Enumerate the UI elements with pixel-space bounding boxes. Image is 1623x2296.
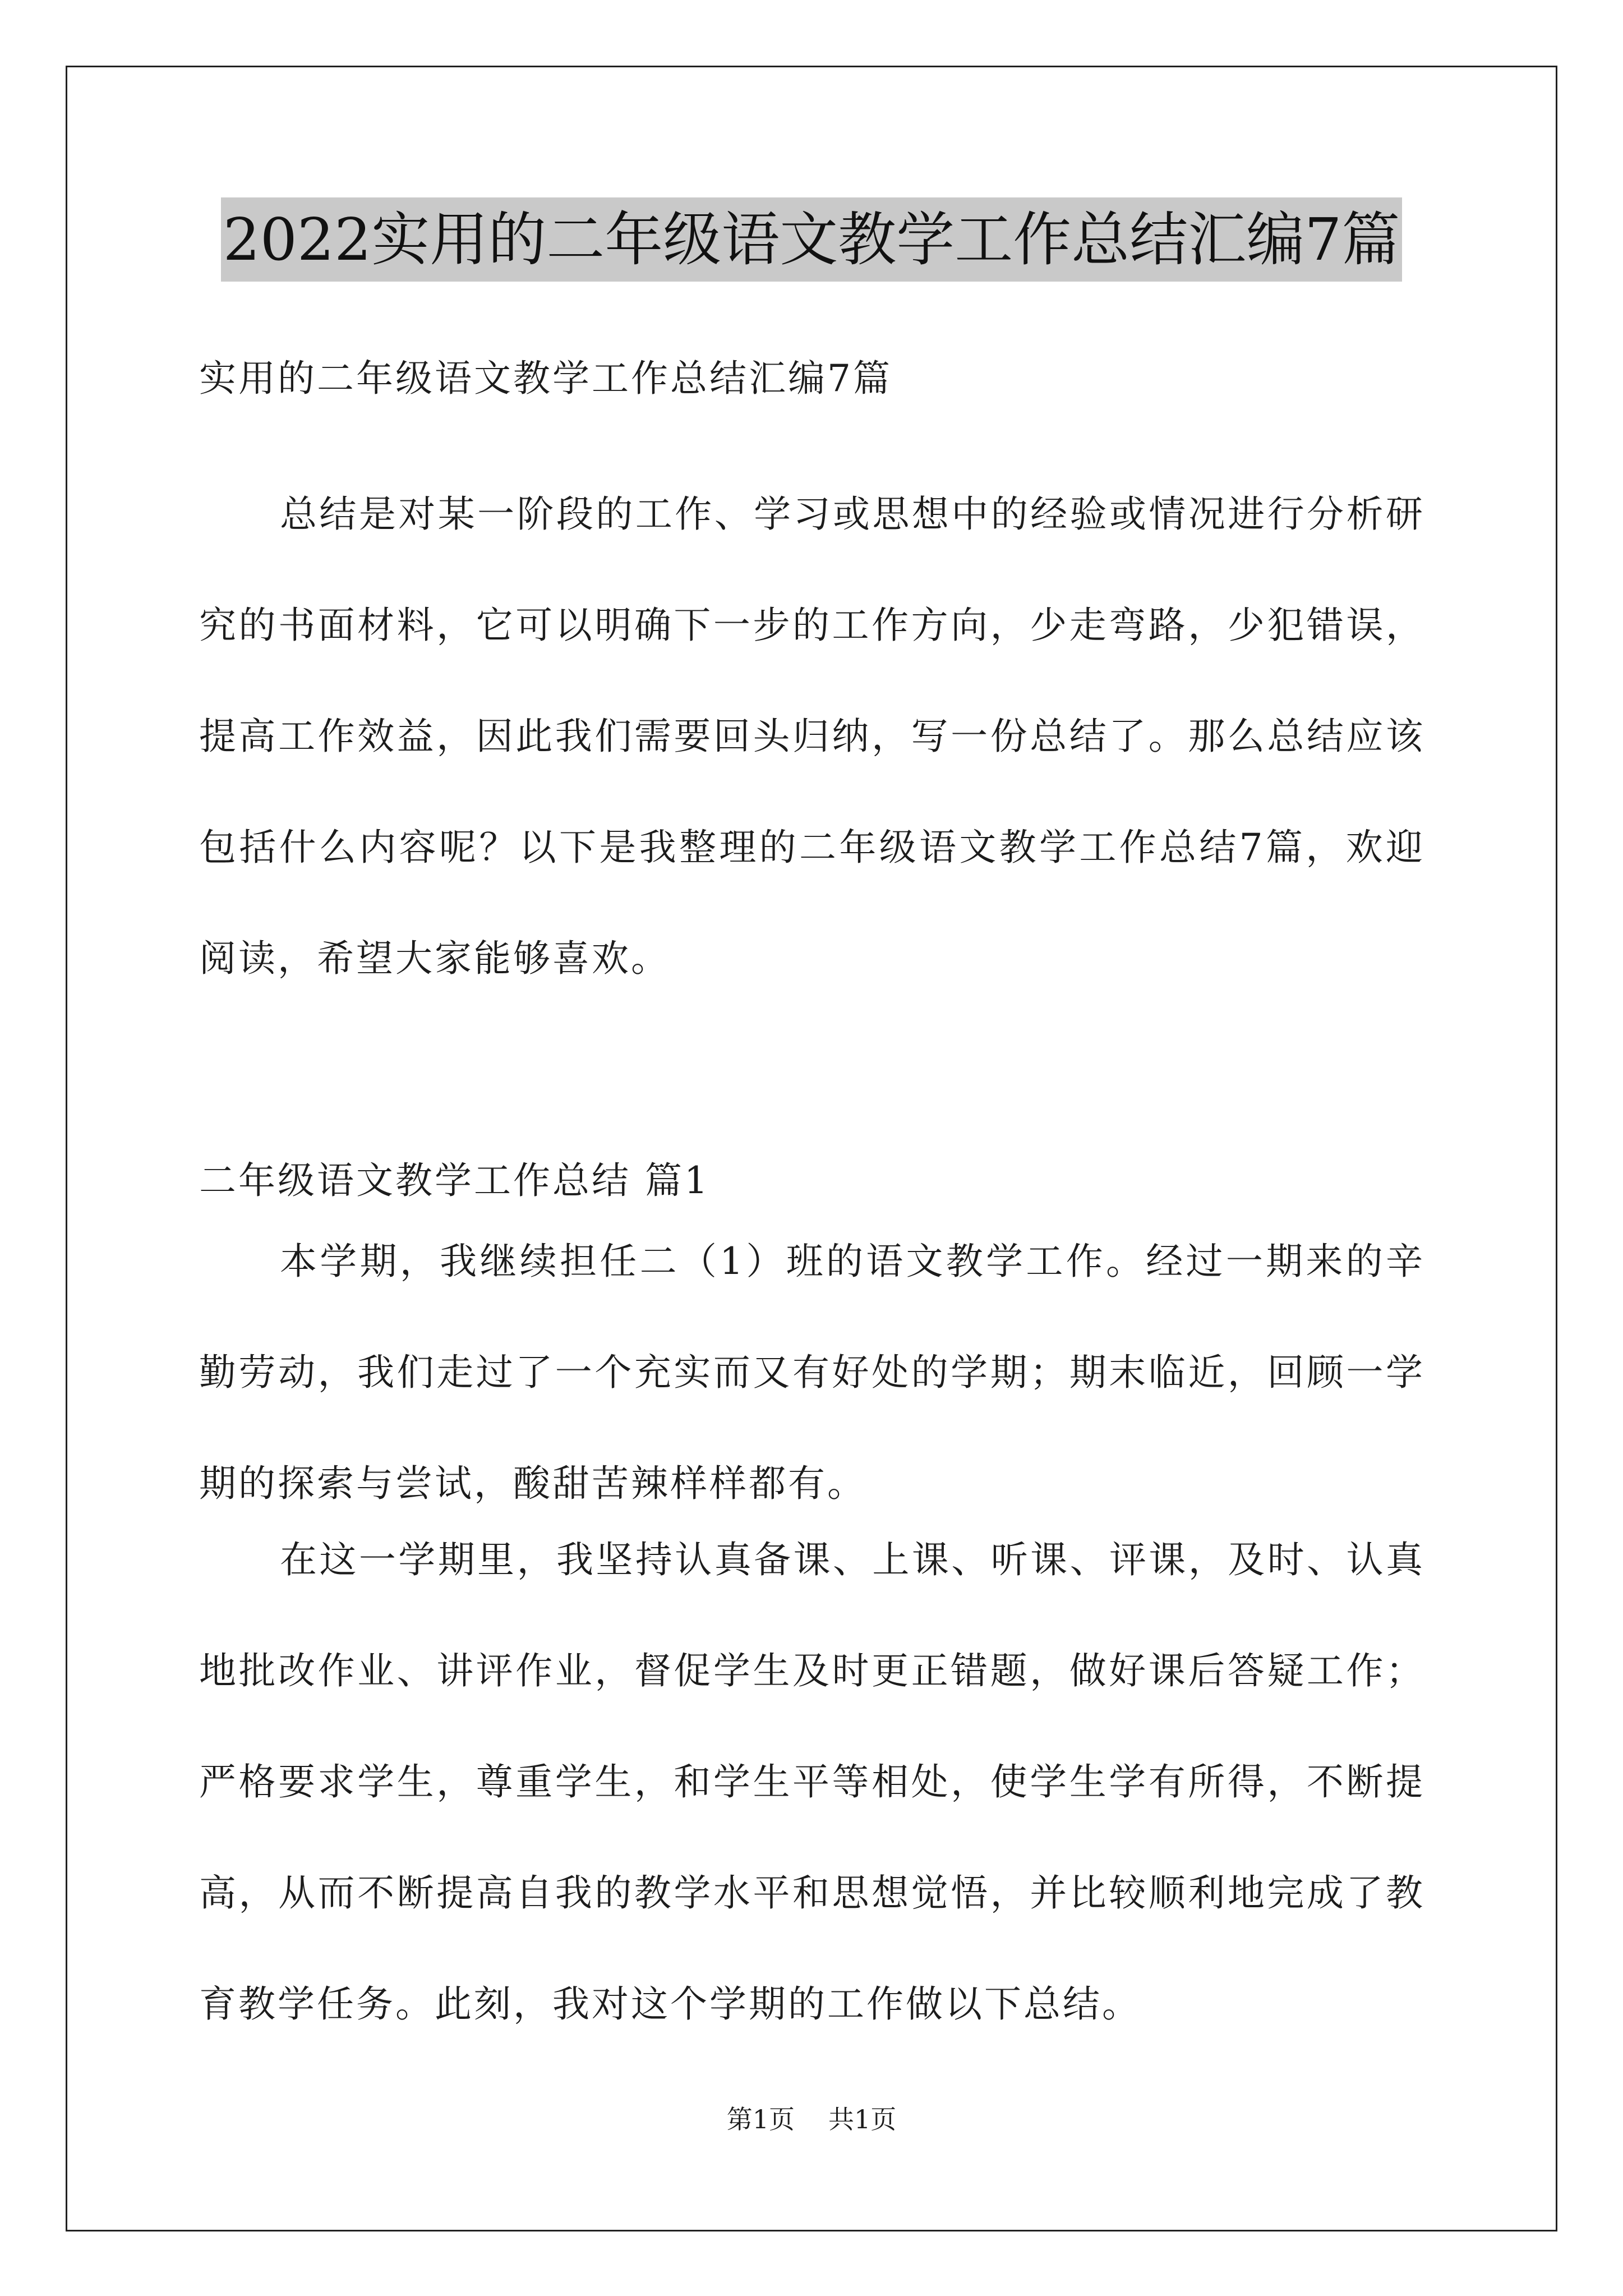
page-footer	[0, 2102, 1623, 2136]
document-subtitle: 实用的二年级语文教学工作总结汇编7篇	[199, 357, 892, 400]
page-number-current: 第1页	[726, 2104, 795, 2134]
section-heading: 二年级语文教学工作总结 篇1	[199, 1159, 710, 1202]
document-title: 2022实用的二年级语文教学工作总结汇编7篇	[221, 197, 1403, 282]
body-paragraph-2: 在这一学期里，我坚持认真备课、上课、听课、评课，及时、认真地批改作业、讲评作业，督促学生及时更正错题，做好课后答疑工作；严格要求学生，尊重学生，和学生平等相处，使学生学有所得，不断提高，从而不断提高自我的教学水平和思想觉悟，并比较顺利地完成了教育教学任务。此刻，我对这个学期的工作做以下总结。	[199, 1538, 1425, 2026]
page-number-total: 共1页	[828, 2104, 897, 2134]
title-container	[0, 197, 1623, 282]
intro-paragraph: 总结是对某一阶段的工作、学习或思想中的经验或情况进行分析研究的书面材料，它可以明确下一步的工作方向，少走弯路，少犯错误，提高工作效益，因此我们需要回头归纳，写一份总结了。那么总结应该包括什么内容呢？以下是我整理的二年级语文教学工作总结7篇，欢迎阅读，希望大家能够喜欢。	[199, 493, 1425, 980]
body-paragraph-1: 本学期，我继续担任二（1）班的语文教学工作。经过一期来的辛勤劳动，我们走过了一个充实而又有好处的学期；期末临近，回顾一学期的探索与尝试，酸甜苦辣样样都有。	[199, 1240, 1425, 1505]
